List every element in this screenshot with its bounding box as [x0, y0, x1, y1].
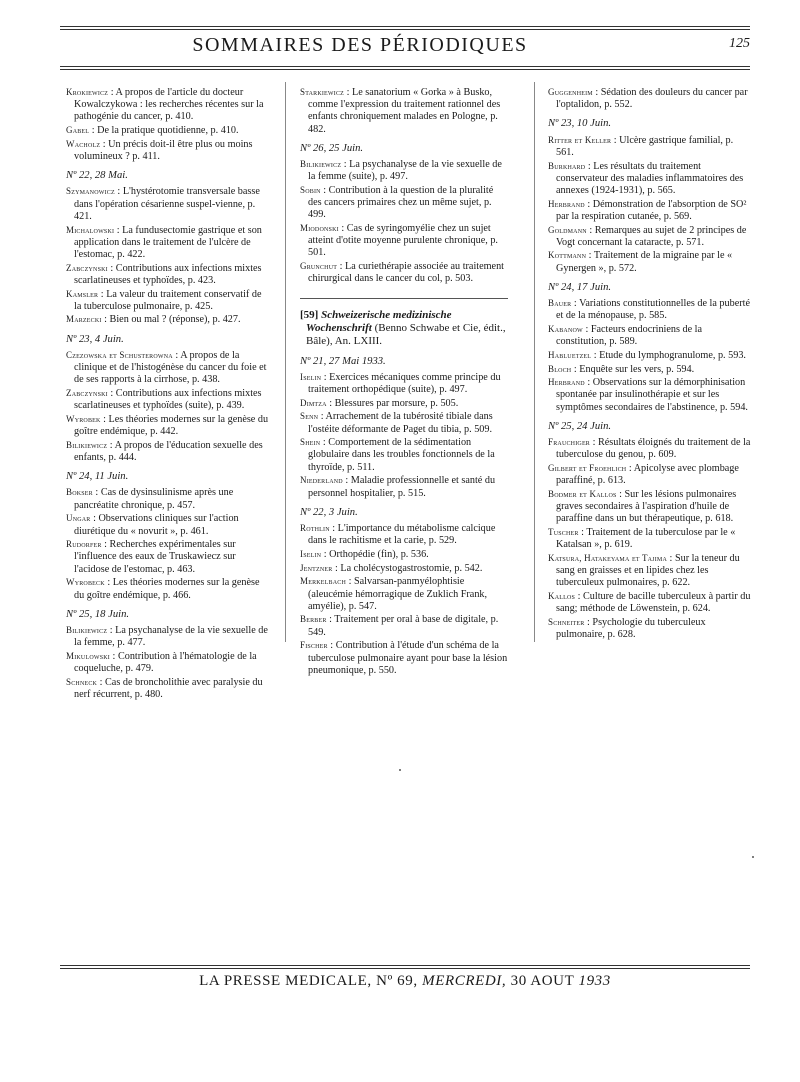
entry-title: Culture de bacille tuberculeux à partir du sang; méthode de Löwenstein, p. 624. [556, 591, 751, 615]
abstract-entry: Kamsler : La valeur du traitement conservatif de la tuberculose pulmonaire, p. 425. [66, 288, 262, 312]
footer-rule [60, 965, 750, 966]
abstract-entry: Gilbert et Froehlich : Apicolyse avec plombage paraffiné, p. 613. [548, 462, 739, 487]
entry-title: Contribution à la question de la pluralité des cancers primaires chez un même sujet, p. 499. [308, 184, 494, 221]
abstract-entry: Rothlin : L'importance du métabolisme calcique dans le rachitisme et la carie, p. 529. [300, 522, 496, 547]
issue-heading: Nº 23, 10 Juin. [548, 118, 612, 130]
entry-author: Burkhard [548, 160, 586, 171]
page-number: 125 [729, 36, 750, 51]
entry-title: Résultats éloignés du traitement de la tuberculose du genou, p. 609. [556, 437, 751, 461]
header-rule [60, 66, 750, 67]
abstract-entry: Bokser : Cas de dysinsulinisme après une pancréatite chronique, p. 457. [66, 487, 234, 511]
abstract-entry: Herbrand : Observations sur la démorphinisation spontanée par insulinothérapie et sur les symptômes secondaires de l'abstinence, p. 594. [548, 377, 748, 413]
entry-title: Exercices mécaniques comme principe du traitement orthopédique (suite), p. 497. [308, 371, 501, 395]
column-left [66, 86, 269, 702]
abstract-entry: Dimtza : Blessures par morsure, p. 505. [300, 397, 459, 409]
entry-title: La psychanalyse de la vie sexuelle de la femme, p. 477. [74, 624, 268, 649]
entry-title: Cas de broncholithie avec paralysie du nerf récurrent, p. 480. [74, 676, 263, 700]
entry-author: Guggenheim [548, 87, 593, 97]
entry-author: Fischer [300, 640, 328, 651]
entry-title: Cas de dysinsulinisme après une pancréatite chronique, p. 457. [74, 487, 234, 511]
entry-title: Bien ou mal ? (réponse), p. 427. [109, 314, 241, 326]
entry-title: Observations cliniques sur l'action diurétique du « novurit », p. 461. [74, 513, 239, 537]
abstract-entry: Merkelbach : Salvarsan-panmyélophtisie (aleucémie hémorragique de Zuklich Frank, amyélie), p. 547. [300, 576, 488, 612]
column-middle [300, 86, 508, 677]
header-rule-inner [60, 69, 750, 70]
entry-author: Berber [300, 614, 327, 625]
entry-author: Niederland [300, 475, 343, 486]
abstract-entry: Berber : Traitement per oral à base de digitale, p. 549. [300, 614, 499, 638]
journal-number: [59] [300, 308, 319, 321]
issue-heading: Nº 24, 11 Juin. [66, 471, 129, 483]
footer-rule-inner [60, 968, 750, 969]
top-rule-inner [60, 29, 750, 30]
abstract-entry: Gabel : De la pratique quotidienne, p. 410. [66, 125, 239, 137]
issue-heading: Nº 22, 3 Juin. [300, 506, 358, 518]
entry-title: Apicolyse avec plombage paraffiné, p. 613. [556, 462, 739, 487]
abstract-entry: Zabczynski : Contributions aux infections mixtes scarlatineuses et typhoïdes (suite), p. 439. [66, 387, 262, 412]
entry-title: Observations sur la démorphinisation spontanée par insulinothérapie et sur les symptômes secondaires de l'abstinence, p. 594. [556, 377, 748, 413]
entry-title: Ulcère gastrique familial, p. 561. [556, 134, 734, 158]
abstract-entry: Grunchut : La curiethérapie associée au traitement chirurgical dans le cancer du col, p. 503. [300, 261, 504, 285]
abstract-entry: Marzecki : Bien ou mal ? (réponse), p. 427. [66, 314, 241, 326]
abstract-entry: Czezowska et Schusterowna : A propos de la clinique et de l'histogénèse du cancer du foie et de ses rapports à la cirrhose, p. 438. [66, 349, 267, 386]
entry-title: Etude du lymphogranulome, p. 593. [599, 349, 746, 361]
entry-author: Schneck [66, 676, 98, 687]
entry-title: Comportement de la sédimentation globulaire dans les troubles fonctionnels de la thyroïde, p. 511. [308, 437, 495, 473]
abstract-entry: Rudorfer : Recherches expérimentales sur l'influence des eaux de Truskawiecz sur l'acidose de l'estomac, p. 463. [66, 539, 236, 575]
abstract-entry: Senn : Arrachement de la tubérosité tibiale dans l'ostéite déformante de Paget du tibia, p. 509. [300, 411, 493, 435]
footer-year: 1933 [578, 973, 611, 989]
abstract-entry: Szymanowicz : L'hystérotomie transversale basse dans l'opération césarienne suspel-vienne, p. 421. [66, 186, 260, 222]
entry-author: Goldmann [548, 224, 587, 235]
entry-author: Czezowska et Schusterowna [66, 349, 173, 360]
entry-author: Starkiewicz [300, 87, 345, 97]
entry-title: Cas de syringomyélie chez un sujet atteint d'otite moyenne purulente chronique, p. 501. [308, 223, 498, 259]
entry-title: Sur la teneur du sang en graisses et en lipides chez les tuberculeux pulmonaires, p. 622. [556, 552, 740, 589]
entry-title: La fundusectomie gastrique et son application dans le traitement de l'ulcère de l'estomac, p. 422. [74, 224, 262, 260]
entry-title: Le sanatorium « Gorka » à Busko, comme l'expression du traitement rationnel des enfants chroniquement malades en Pologne, p. 482. [308, 87, 501, 135]
entry-title: Arrachement de la tubérosité tibiale dans l'ostéite déformante de Paget du tibia, p. 509. [308, 411, 493, 435]
top-rule [60, 26, 750, 27]
entry-title: Contributions aux infections mixtes scarlatineuses et typhoïdes, p. 423. [74, 262, 262, 286]
abstract-entry: Iselin : Exercices mécaniques comme principe du traitement orthopédique (suite), p. 497. [300, 371, 501, 395]
entry-title: Maladie professionnelle et santé du personnel hospitalier, p. 515. [308, 475, 496, 499]
entry-author: Bilikiewicz [300, 159, 342, 170]
abstract-entry: Starkiewicz : Le sanatorium « Gorka » à Busko, comme l'expression du traitement rationnel des enfants chroniquement malades en Pologne, p. 482. [300, 87, 501, 135]
abstract-entry: Guggenheim : Sédation des douleurs du cancer par l'optalidon, p. 552. [548, 87, 748, 111]
entry-title: Les théories modernes sur la genèse du goître endémique, p. 442. [74, 413, 269, 438]
entry-author: Szymanowicz [66, 186, 115, 197]
entry-author: Schneiter [548, 616, 585, 627]
abstract-entry: Miodonski : Cas de syringomyélie chez un sujet atteint d'otite moyenne purulente chronique, p. 501. [300, 223, 498, 259]
entry-title: L'hystérotomie transversale basse dans l'opération césarienne suspel-vienne, p. 421. [74, 186, 260, 222]
issue-heading: Nº 25, 24 Juin. [548, 420, 612, 432]
abstract-entry: Schneiter : Psychologie du tuberculeux pulmonaire, p. 628. [548, 616, 706, 641]
footer-issue-number: Nº 69, [376, 973, 418, 989]
entry-title: A propos de l'éducation sexuelle des enfants, p. 444. [74, 439, 263, 463]
entry-title: Démonstration de l'absorption de SO² par la respiration cutanée, p. 569. [556, 198, 747, 222]
footer-date: 30 AOUT [510, 973, 575, 989]
column-right [548, 86, 753, 642]
abstract-entry: Schneck : Cas de broncholithie avec paralysie du nerf récurrent, p. 480. [66, 676, 263, 700]
abstract-entry: Habluetzel : Etude du lymphogranulome, p. 593. [548, 349, 746, 361]
entry-title: Psychologie du tuberculeux pulmonaire, p. 628. [556, 616, 706, 641]
entry-title: Facteurs endocriniens de la constitution, p. 589. [556, 323, 703, 348]
abstract-entry: Goldmann : Remarques au sujet de 2 principes de Vogt concernant la cataracte, p. 571. [548, 224, 747, 248]
abstract-entry: Sobin : Contribution à la question de la pluralité des cancers primaires chez un même sujet, p. 499. [300, 184, 494, 221]
entry-title: A propos de la clinique et de l'histogénèse du cancer du foie et de ses rapports à la cirrhose, p. 438. [74, 349, 267, 386]
entry-title: La psychanalyse de la vie sexuelle de la femme (suite), p. 497. [308, 159, 502, 183]
abstract-entry: Frauchiger : Résultats éloignés du traitement de la tuberculose du genou, p. 609. [548, 437, 751, 461]
abstract-entry: Niederland : Maladie professionnelle et santé du personnel hospitalier, p. 515. [300, 475, 496, 499]
entry-author: Frauchiger [548, 437, 591, 448]
abstract-entry: Ritter et Keller : Ulcère gastrique familial, p. 561. [548, 134, 734, 158]
abstract-entry: Fischer : Contribution à l'étude d'un schéma de la tuberculose pulmonaire ayant pour base la lésion pneumonique, p. 550. [300, 640, 508, 676]
abstract-entry: Kallos : Culture de bacille tuberculeux à partir du sang; méthode de Löwenstein, p. 624. [548, 591, 751, 615]
abstract-entry: Krokiewicz : A propos de l'article du docteur Kowalczykowa : les recherches récentes sur la pathogénie du cancer, p. 410. [66, 87, 264, 123]
entry-author: Mikulowski [66, 650, 110, 661]
abstract-entry: Jentzner : La cholécystogastrostomie, p. 542. [300, 562, 483, 574]
journal-section [300, 298, 508, 348]
entry-author: Senn [300, 411, 319, 422]
entry-author: Dimtza [300, 397, 327, 408]
entry-author: Tuscher [548, 527, 579, 537]
entry-title: A propos de l'article du docteur Kowalczykowa : les recherches récentes sur la pathogénie du cancer, p. 410. [74, 87, 264, 123]
entry-author: Habluetzel [548, 349, 592, 360]
abstract-entry: Bilikiewicz : A propos de l'éducation sexuelle des enfants, p. 444. [66, 439, 263, 463]
entry-author: Iselin [300, 371, 322, 382]
entry-title: Blessures par morsure, p. 505. [334, 397, 459, 409]
entry-title: Recherches expérimentales sur l'influence des eaux de Truskawiecz sur l'acidose de l'estomac, p. 463. [74, 539, 236, 575]
entry-title: L'importance du métabolisme calcique dans le rachitisme et la carie, p. 529. [308, 522, 496, 547]
issue-heading: Nº 22, 28 Mai. [66, 170, 128, 182]
abstract-entry: Bauer : Variations constitutionnelles de la puberté et de la ménopause, p. 585. [548, 298, 750, 322]
entry-title: Traitement de la migraine par le « Gynergen », p. 572. [556, 250, 733, 274]
entry-author: Kabanow [548, 323, 583, 334]
entry-author: Marzecki [66, 314, 102, 325]
entry-title: Enquête sur les vers, p. 594. [579, 363, 695, 375]
footer-journal: LA PRESSE MEDICALE, [199, 973, 372, 989]
footer-weekday: MERCREDI, [422, 973, 507, 989]
entry-author: Rothlin [300, 522, 330, 533]
entry-author: Zabczynski [66, 387, 108, 398]
entry-title: Les théories modernes sur la genèse du goître endémique, p. 466. [74, 577, 260, 601]
entry-title: Contribution à l'hématologie de la coqueluche, p. 479. [74, 650, 257, 675]
entry-title: De la pratique quotidienne, p. 410. [97, 125, 239, 137]
entry-author: Bloch [548, 363, 572, 374]
abstract-entry: Michalowski : La fundusectomie gastrique et son application dans le traitement de l'ulcère de l'estomac, p. 422. [66, 224, 262, 260]
entry-title: La cholécystogastrostomie, p. 542. [340, 562, 483, 574]
entry-author: Merkelbach [300, 576, 347, 587]
issue-heading: Nº 25, 18 Juin. [66, 608, 130, 620]
entry-author: Herbrand [548, 198, 585, 209]
abstract-entry: Wacholz : Un précis doit-il être plus ou moins volumineux ? p. 411. [66, 138, 253, 163]
print-speck [752, 856, 754, 858]
abstract-entry: Ungar : Observations cliniques sur l'action diurétique du « novurit », p. 461. [66, 513, 239, 537]
entry-title: Orthopédie (fin), p. 536. [329, 548, 429, 560]
entry-author: Miodonski [300, 223, 339, 234]
footer-line [60, 973, 750, 990]
entry-author: Kamsler [66, 288, 99, 299]
entry-author: Shein [300, 437, 321, 448]
issue-heading: Nº 21, 27 Mai 1933. [300, 355, 386, 367]
journal-name: Schweizerische medizinische Wochenschrift [306, 308, 452, 334]
entry-author: Grunchut [300, 261, 338, 272]
abstract-entry: Bilikiewicz : La psychanalyse de la vie sexuelle de la femme, p. 477. [66, 624, 268, 649]
abstract-entry: Shein : Comportement de la sédimentation globulaire dans les troubles fonctionnels de la thyroïde, p. 511. [300, 437, 495, 473]
entry-title: Traitement per oral à base de digitale, p. 549. [308, 614, 499, 638]
abstract-entry: Katsura, Hatakeyama et Tajima : Sur la teneur du sang en graisses et en lipides chez les tuberculeux pulmonaires, p. 622. [548, 552, 740, 589]
entry-title: Sur les lésions pulmonaires graves secondaires à l'aspiration d'huile de paraffine dans un but thérapeutique, p. 618. [556, 488, 737, 525]
entry-title: Les résultats du traitement conservateur des maladies inflammatoires des annexes (1924-1931), p. 565. [556, 160, 744, 196]
entry-title: Contribution à l'étude d'un schéma de la tuberculose pulmonaire ayant pour base la lésion pneumonique, p. 550. [308, 640, 508, 676]
entry-author: Kottmann [548, 250, 587, 261]
entry-author: Wyrobek [66, 413, 101, 424]
entry-title: Traitement de la tuberculose par le « Katalsan », p. 619. [556, 527, 736, 551]
issue-heading: Nº 24, 17 Juin. [548, 281, 612, 293]
abstract-entry: Wyrobeck : Les théories modernes sur la genèse du goître endémique, p. 466. [66, 577, 260, 601]
column-divider [285, 82, 286, 642]
journal-title [300, 309, 508, 348]
entry-author: Bauer [548, 298, 572, 309]
abstract-entry: Bodmer et Kallos : Sur les lésions pulmonaires graves secondaires à l'aspiration d'huile de paraffine dans un but thérapeutique, p. 618. [548, 488, 737, 525]
entry-author: Bokser [66, 487, 93, 498]
page-title: SOMMAIRES DES PÉRIODIQUES [192, 34, 528, 56]
issue-heading: Nº 26, 25 Juin. [300, 142, 364, 154]
entry-title: Remarques au sujet de 2 principes de Vogt concernant la cataracte, p. 571. [556, 224, 747, 248]
entry-title: Contributions aux infections mixtes scarlatineuses et typhoïdes (suite), p. 439. [74, 387, 262, 412]
entry-author: Krokiewicz [66, 87, 109, 97]
entry-title: Variations constitutionnelles de la puberté et de la ménopause, p. 585. [556, 298, 750, 322]
abstract-entry: Kottmann : Traitement de la migraine par le « Gynergen », p. 572. [548, 250, 733, 274]
entry-author: Gabel [66, 125, 90, 136]
column-divider [534, 82, 535, 642]
entry-author: Herbrand [548, 377, 585, 388]
entry-author: Bodmer et Kallos [548, 488, 617, 499]
abstract-entry: Herbrand : Démonstration de l'absorption de SO² par la respiration cutanée, p. 569. [548, 198, 747, 222]
entry-author: Jentzner [300, 562, 333, 573]
entry-author: Rudorfer [66, 539, 102, 550]
journal-details: (Benno Schwabe et Cie, édit., Bâle), An. LXIII. [306, 321, 506, 347]
entry-author: Kallos [548, 591, 576, 602]
abstract-entry: Kabanow : Facteurs endocriniens de la constitution, p. 589. [548, 323, 703, 348]
entry-title: Sédation des douleurs du cancer par l'optalidon, p. 552. [556, 87, 748, 111]
entry-author: Katsura, Hatakeyama et Tajima [548, 552, 667, 563]
entry-author: Wyrobeck [66, 577, 105, 588]
entry-title: La valeur du traitement conservatif de la tuberculose pulmonaire, p. 425. [74, 288, 262, 312]
entry-author: Bilikiewicz [66, 624, 108, 635]
abstract-entry: Bilikiewicz : La psychanalyse de la vie sexuelle de la femme (suite), p. 497. [300, 159, 502, 183]
entry-author: Iselin [300, 548, 322, 559]
abstract-entry: Wyrobek : Les théories modernes sur la genèse du goître endémique, p. 442. [66, 413, 269, 438]
entry-author: Zabczynski [66, 262, 108, 273]
entry-author: Sobin [300, 184, 321, 195]
entry-author: Michalowski [66, 224, 115, 235]
abstract-entry: Bloch : Enquête sur les vers, p. 594. [548, 363, 695, 375]
abstract-entry: Mikulowski : Contribution à l'hématologie de la coqueluche, p. 479. [66, 650, 257, 675]
abstract-entry: Tuscher : Traitement de la tuberculose par le « Katalsan », p. 619. [548, 527, 736, 551]
print-speck [399, 769, 401, 771]
abstract-entry: Zabczynski : Contributions aux infections mixtes scarlatineuses et typhoïdes, p. 423. [66, 262, 262, 286]
entry-title: La curiethérapie associée au traitement chirurgical dans le cancer du col, p. 503. [308, 261, 504, 285]
entry-author: Gilbert et Froehlich [548, 462, 627, 473]
entry-title: Salvarsan-panmyélophtisie (aleucémie hémorragique de Zuklich Frank, amyélie), p. 547. [308, 576, 488, 612]
abstract-entry: Iselin : Orthopédie (fin), p. 536. [300, 548, 429, 560]
entry-author: Wacholz [66, 138, 101, 149]
issue-heading: Nº 23, 4 Juin. [66, 333, 124, 345]
entry-author: Ritter et Keller [548, 134, 612, 145]
abstract-entry: Burkhard : Les résultats du traitement conservateur des maladies inflammatoires des annexes (1924-1931), p. 565. [548, 160, 744, 196]
entry-title: Un précis doit-il être plus ou moins volumineux ? p. 411. [74, 138, 253, 163]
entry-author: Ungar [66, 513, 91, 524]
entry-author: Bilikiewicz [66, 439, 108, 450]
